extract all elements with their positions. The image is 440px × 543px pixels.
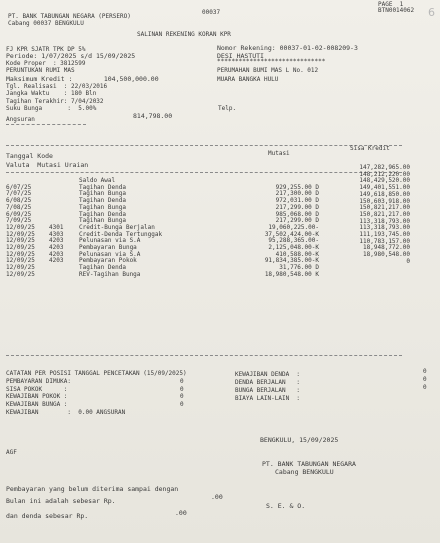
row-description: Credit-Bunga Berjalan [79, 223, 155, 231]
row-description: Credit-Denda Tertunggak [79, 230, 163, 238]
row-date: 12/09/25 [6, 257, 35, 265]
page-label: PAGE 1 [378, 1, 404, 8]
row-balance: 18,980,548.00 [363, 251, 410, 259]
bank-name: PT. BANK TABUNGAN NEGARA (PERSERO) [8, 13, 131, 20]
se-and-o: S. E. & O. [266, 502, 306, 510]
row-code: 4203 [49, 250, 64, 258]
row-amount: 18,980,548.00 K [264, 270, 319, 278]
table-top-rule [6, 145, 402, 146]
jangka-waktu: Jangka Waktu : 180 Bln [6, 90, 97, 97]
note-line2-value: .00 [211, 493, 223, 501]
row-description: Tagihan Denda [79, 264, 126, 272]
row-date: 6/09/25 [6, 210, 32, 218]
stars-divider: ****************************** [217, 58, 326, 65]
angsuran-label: Angsuran [6, 116, 35, 123]
summary-left-label: KEWAJIBAN BUNGA : [6, 401, 68, 409]
note-line3: dan denda sebesar Rp. [6, 512, 89, 520]
summary-rule [6, 355, 402, 356]
row-balance: 150,821,217.00 [359, 204, 410, 212]
note-line2: Bulan ini adalah sebesar Rp. [6, 497, 116, 505]
summary-left-value: 0 [180, 401, 184, 409]
row-amount: 217,299.00 D [275, 217, 319, 225]
row-balance: 113,318,793.00 [359, 224, 410, 232]
row-code: 4301 [49, 223, 64, 231]
row-amount: 929,255.00 D [275, 183, 319, 191]
row-amount: 410,588.00-K [275, 250, 319, 258]
period: Periode: 1/07/2025 s/d 15/09/2025 [6, 52, 136, 60]
row-description: Pelunasan via S.A [79, 237, 141, 245]
angsuran-underline [6, 124, 86, 125]
row-balance: 150,821,217.00 [359, 210, 410, 218]
summary-heading: CATATAN PER POSISI TANGGAL PENCETAKAN (15/09/2025) [6, 370, 187, 377]
summary-right-label: BIAYA LAIN-LAIN : [235, 395, 301, 402]
row-code: 4203 [49, 257, 64, 265]
row-date: 12/09/25 [6, 237, 35, 245]
row-description: Tagihan Denda [79, 183, 126, 191]
col-head-date: Tanggal Kode [6, 152, 53, 160]
summary-right-value: 0 [423, 384, 427, 391]
summary-left-value: 0 [180, 385, 184, 393]
row-description: Tagihan Denda [79, 197, 126, 205]
row-balance: 148,429,520.00 [359, 177, 410, 185]
row-date: 6/07/25 [6, 183, 32, 191]
row-description: Tagihan Bunga [79, 190, 126, 198]
row-code: 4203 [49, 237, 64, 245]
phone: Telp. [218, 105, 237, 112]
row-amount: 19,060,225.00- [268, 223, 319, 231]
table-head-rule [6, 172, 402, 173]
summary-left-label: KEWAJIBAN : 0.00 ANGSURAN [6, 408, 126, 416]
row-balance: 0 [406, 257, 410, 265]
row-balance: 111,193,745.00 [359, 231, 410, 238]
peruntukan: PERUNTUKAN RUMI MAS [6, 67, 75, 74]
document-title: SALINAN REKENING KORAN KPR [137, 31, 231, 38]
summary-right-value: 0 [423, 376, 427, 383]
address-line1: PERUMAHAN BUMI MAS L No. 012 [217, 67, 319, 74]
row-amount: 37,502,424.00-K [264, 230, 319, 238]
customer-name: DESI HASTUTI [217, 52, 264, 60]
row-amount: 2,125,048.00-K [268, 244, 319, 251]
row-amount: 91,834,385.00-K [264, 257, 319, 265]
tgl-realisasi: Tgl. Realisasi : 22/03/2016 [6, 83, 108, 90]
summary-left-value: 0 [180, 393, 184, 401]
row-balance: 147,282,965.00 [359, 164, 410, 171]
summary-right-value: 0 [423, 368, 427, 375]
agf-label: AGF [6, 449, 17, 456]
angsuran-value: 814,798.00 [133, 112, 173, 120]
tagihan-terakhir: Tagihan Terakhir: 7/04/2032 [6, 98, 104, 105]
row-amount: 95,288,365.00- [268, 237, 319, 245]
row-date: 12/09/25 [6, 223, 35, 231]
address-line2: MUARA BANGKA HULU [217, 76, 279, 83]
maksimum-kredit: Maksimum Kredit : 104,500,000.00 [6, 75, 159, 83]
note-line3-value: .00 [175, 509, 187, 517]
row-date: 7/08/25 [6, 203, 32, 211]
row-description: Saldo Awal [79, 177, 116, 184]
product-name: FJ KPR SJATR TPK DP 5% [6, 46, 86, 53]
col-head-balance: Sisa Kredit [350, 145, 390, 152]
suku-bunga: Suku Bunga : 5.00% [6, 105, 97, 112]
summary-left-label: PEMBAYARAN DIMUKA: [6, 378, 72, 385]
kode-proper: Kode Proper : 3812599 [6, 60, 86, 67]
row-date: 12/09/25 [6, 250, 35, 258]
col-head-uraian: Valuta Mutasi Uraian [6, 161, 89, 169]
row-code: 4203 [49, 244, 64, 251]
row-balance: 149,401,551.00 [359, 184, 410, 192]
row-description: Tagihan Denda [79, 210, 126, 218]
row-date: 12/09/25 [6, 244, 35, 251]
bank-signature: PT. BANK TABUNGAN NEGARA [262, 460, 356, 468]
row-amount: 217,300.00 D [275, 190, 319, 198]
row-date: 7/09/25 [6, 217, 32, 225]
page-code: BTN0014062 [378, 7, 415, 14]
city-date: BENGKULU, 15/09/2025 [260, 436, 339, 444]
row-date: 12/09/25 [6, 264, 35, 272]
note-line1: Pembayaran yang belum diterima sampai dengan [6, 485, 179, 493]
row-description: Pembayaran Pokok [79, 257, 137, 265]
row-amount: 31,776.00 D [279, 264, 319, 272]
summary-left-label: KEWAJIBAN POKOK : [6, 393, 68, 401]
summary-right-label: BUNGA BERJALAN : [235, 387, 301, 394]
summary-right-label: KEWAJIBAN DENDA : [235, 371, 301, 378]
row-description: Tagihan Bunga [79, 217, 126, 225]
row-balance: 150,603,918.00 [359, 197, 410, 205]
row-code: 4303 [49, 230, 64, 238]
row-balance: 18,948,772.00 [363, 244, 410, 252]
col-head-mutasi: Mutasi [268, 150, 290, 157]
row-amount: 985,068.00 D [275, 210, 319, 218]
branch-name: Cabang 00037 BENGKULU [8, 20, 84, 27]
row-description: Pelunasan via S.A [79, 250, 141, 258]
nomor-rekening: Nomor Rekening: 00037-01-02-008209-3 [217, 44, 358, 52]
row-balance: 113,318,793.00 [359, 217, 410, 225]
row-amount: 972,031.00 D [275, 197, 319, 205]
summary-left-label: SISA POKOK : [6, 385, 68, 393]
summary-left-value: 0 [180, 378, 184, 385]
branch-signature: Cabang BENGKULU [275, 468, 334, 476]
row-date: 6/08/25 [6, 197, 32, 205]
row-description: Pembayaran Bunga [79, 244, 137, 251]
corner-mark: 6 [428, 6, 435, 19]
summary-right-label: DENDA BERJALAN : [235, 379, 301, 386]
row-date: 12/09/25 [6, 270, 35, 278]
row-amount: 217,299.00 D [275, 203, 319, 211]
row-balance: 149,618,850.00 [359, 190, 410, 198]
row-date: 7/07/25 [6, 190, 32, 198]
row-balance: 148,212,220.00 [359, 170, 410, 178]
row-description: Tagihan Bunga [79, 203, 126, 211]
row-balance: 110,783,157.00 [359, 237, 410, 245]
row-description: REV-Tagihan Bunga [79, 270, 141, 278]
row-date: 12/09/25 [6, 230, 35, 238]
branch-code: 00037 [202, 9, 221, 16]
